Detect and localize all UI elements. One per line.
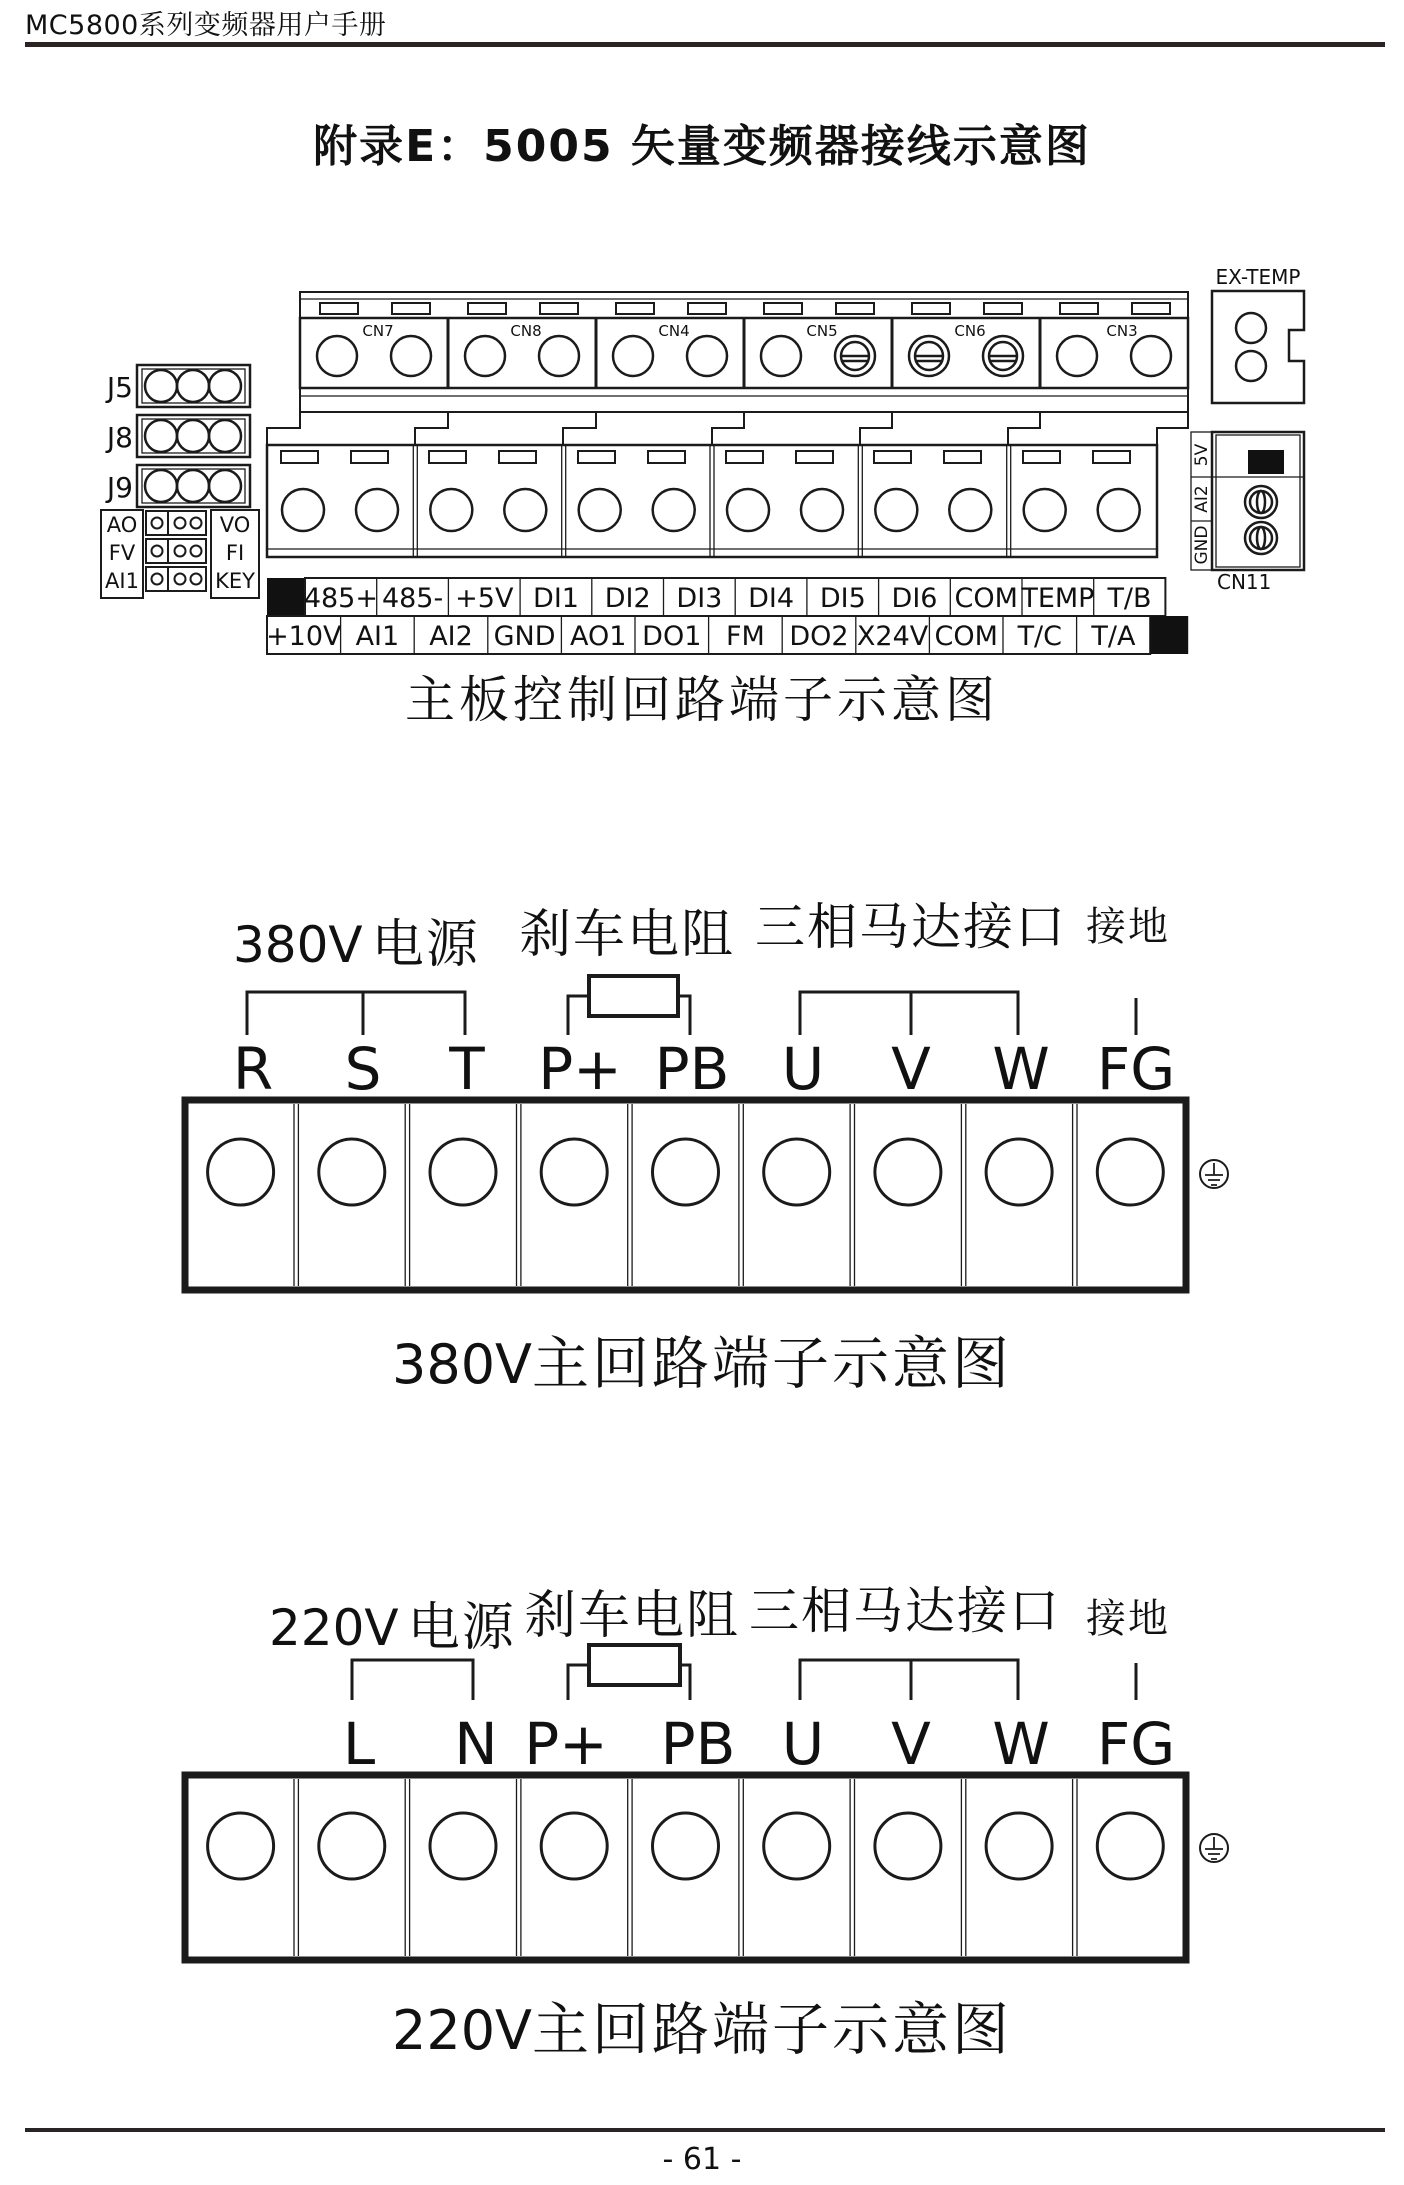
cn11-key-block [1248,450,1284,474]
terminal-letter: T [449,1035,485,1103]
terminal-letter: P+ [538,1035,622,1103]
terminal-row1-cell: DI5 [819,583,866,614]
terminal-letter: V [891,1710,931,1778]
caption-220v [0,1984,1404,2066]
relay-blocks [300,318,1188,388]
terminal-letter: W [992,1710,1050,1778]
brake-resistor-label-220: 刹车电阻 [523,1586,741,1646]
terminal-row2-cell: AI2 [429,621,473,652]
terminal-row2-cell: T/A [1091,621,1136,652]
terminal-row1-cell: +5V [455,583,514,614]
terminal-row2-cell: FM [725,621,765,652]
power-source-label-220: 220V 电源 [269,1598,516,1658]
jumper-label-j5: J5 [106,371,133,404]
terminal-letter: R [232,1035,274,1103]
terminal-row2-cell: GND [493,621,556,652]
rst-bracket [247,992,465,1035]
terminal-row2-cell: AO1 [569,621,627,652]
terminal-block-380-screws [208,1139,1164,1205]
connector-label-cn5: CN5 [806,322,838,340]
terminal-letter: PB [660,1710,736,1778]
matrix-left-label-ao: AO [106,513,138,537]
terminal-row1-cell: T/B [1107,583,1152,614]
terminal-letter: P+ [524,1710,608,1778]
matrix-left-label-ai1: AI1 [105,569,139,593]
terminal-row1-cell: DI1 [533,583,579,614]
brake-resistor-symbol [589,1645,680,1685]
terminal-row2-cell: DO1 [642,621,702,652]
jumper-header-j8 [105,415,250,457]
jumper-header-j9 [105,465,250,507]
terminal-block-380-dividers [294,1104,1077,1286]
terminal-letter: L [342,1710,376,1778]
terminal-letter: PB [654,1035,730,1103]
io-terminal-strip [267,445,1157,557]
control-board-caption: 主板控制回路端子示意图 [405,671,999,729]
terminal-letters-380 [233,1035,1175,1103]
pin-slots-top [320,303,1170,314]
signal-jumper-matrix [101,510,259,598]
terminal-row2-cell: AI1 [355,621,400,652]
caption-220v-text: 主回路端子示意图 [532,1997,1012,2063]
caption-380v [0,1318,1404,1400]
jumper-header-j5 [105,365,250,407]
control-board-diagram [0,190,1404,660]
board-mid-band [267,388,1188,445]
terminal-letter: S [344,1035,382,1103]
matrix-right-label-vo: VO [219,513,251,537]
ex-temp-label: EX-TEMP [1215,265,1301,289]
board-staircase-outline [267,412,1188,445]
terminal-row1-cell: DI4 [748,583,795,614]
terminal-block-220-dividers [294,1779,1077,1956]
relay-strip-top-band [300,292,1188,318]
jumper-label-j9: J9 [106,471,133,504]
power-source-label-380: 380V 电源 [233,915,480,975]
terminal-row1-cell: 485+ [303,583,378,614]
cn11-label: CN11 [1217,570,1272,594]
terminal-row2-cell: COM [934,621,998,652]
main-circuit-380v-diagram [0,880,1404,1310]
terminal-row1-cell: DI6 [891,583,938,614]
row2-black-cell [1150,616,1188,654]
wiring-brackets-380 [247,976,1136,1035]
page-header: MC5800系列变频器用户手册 [25,10,387,41]
matrix-right-label-fi: FI [225,541,245,565]
ground-label-220: 接地 [1086,1596,1170,1642]
earth-icon [1200,1160,1228,1188]
terminal-row2-cell: DO2 [789,621,849,652]
terminal-letter: U [781,1035,825,1103]
ground-label-380: 接地 [1086,904,1170,950]
connector-label-cn3: CN3 [1106,322,1138,340]
matrix-left-label-fv: FV [108,541,136,565]
jumper-pin-rows [146,511,206,591]
ln-bracket [352,1660,473,1700]
connector-label-cn7: CN7 [362,322,394,340]
terminal-block-220-screws [208,1813,1164,1879]
cn11-connector [1191,432,1304,594]
matrix-right-label-key: KEY [215,569,255,593]
connector-label-cn4: CN4 [658,322,690,340]
row1-black-cell [267,578,305,616]
brake-resistor-leads [568,1665,690,1700]
cn11-pin-5v: 5V [1192,443,1212,467]
jumper-label-j8: J8 [106,421,133,454]
caption-220v-num: 220V [391,1999,532,2062]
terminal-row1-cell: 485- [381,583,444,614]
main-circuit-220v-diagram [0,1550,1404,1970]
connector-label-cn6: CN6 [954,322,986,340]
relay-screws [835,336,1023,376]
ex-temp-connector [1212,265,1304,403]
terminal-block-380 [185,1100,1228,1290]
motor-interface-label-220: 三相马达接口 [749,1582,1061,1640]
terminal-row1-cell: TEMP [1021,583,1095,614]
cn11-pin-ai2: AI2 [1192,485,1212,513]
earth-icon [1200,1834,1228,1862]
page-number: - 61 - [662,2142,742,2177]
caption-380v-text: 主回路端子示意图 [532,1331,1012,1397]
cn11-pin-gnd: GND [1192,525,1212,565]
terminal-letter: W [992,1035,1050,1103]
uvw-bracket [800,1660,1018,1700]
terminal-block-220 [185,1775,1228,1960]
terminal-row2-cell: T/C [1017,621,1063,652]
caption-380v-num: 380V [391,1333,532,1396]
terminal-letter: FG [1096,1035,1176,1103]
cn11-screws [1245,486,1277,554]
terminal-letters-220 [343,1710,1175,1778]
terminal-row2-cell: X24V [856,621,929,652]
uvw-bracket [800,992,1018,1035]
io-slots [281,451,1130,463]
footer-rule [25,2128,1385,2132]
header-rule [25,42,1385,47]
brake-resistor-label-380: 刹车电阻 [518,905,736,965]
terminal-row1-cell: DI2 [604,583,651,614]
terminal-letter: U [781,1710,825,1778]
terminal-label-rows [266,578,1188,654]
io-strip-dividers [413,445,1010,557]
terminal-row2-cell: +10V [266,621,342,652]
brake-resistor-symbol [589,976,678,1016]
page-title: 附录E：5005 矢量变频器接线示意图 [313,121,1091,172]
terminal-letter: N [454,1710,498,1778]
motor-interface-label-380: 三相马达接口 [755,898,1067,956]
terminal-letter: FG [1096,1710,1176,1778]
terminal-letter: V [891,1035,931,1103]
connector-label-cn8: CN8 [510,322,542,340]
terminal-row1-cell: COM [954,583,1018,614]
terminal-row1-cell: DI3 [676,583,723,614]
